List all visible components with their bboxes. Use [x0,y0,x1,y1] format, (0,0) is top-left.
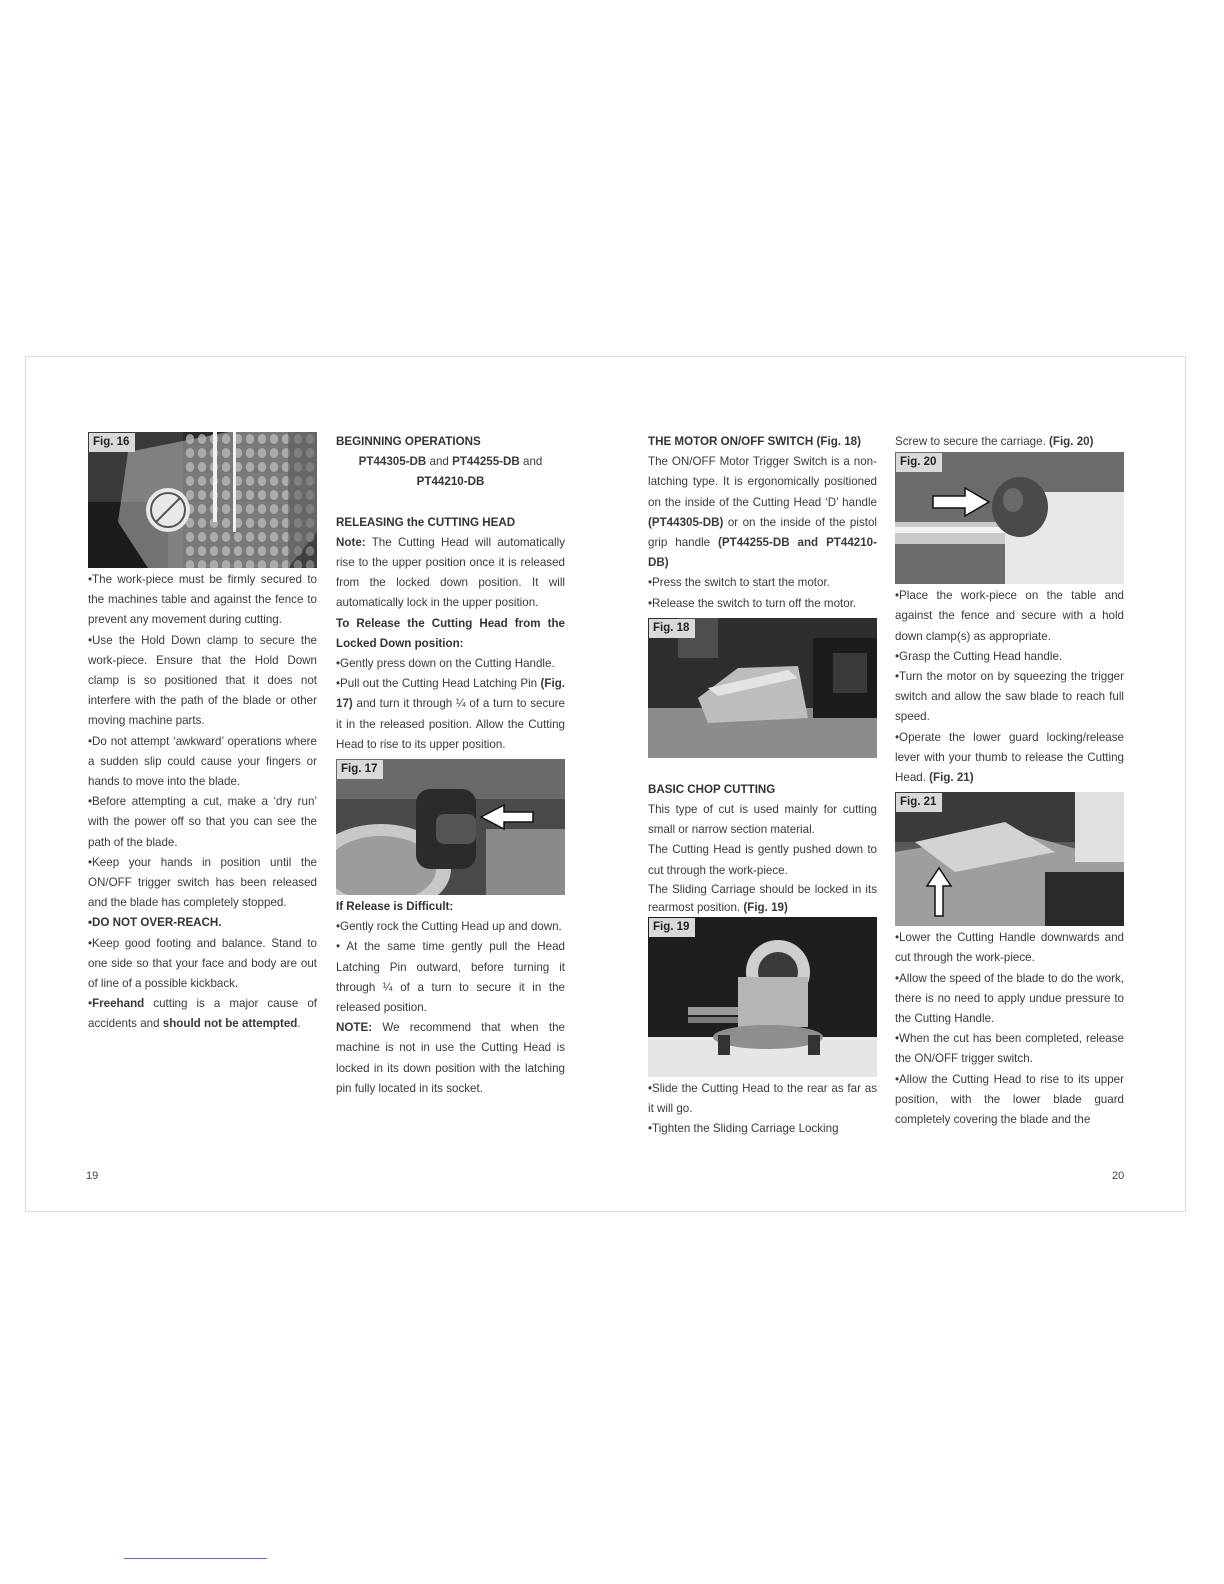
release-heading: To Release the Cutting Head from the Locked Down position: [336,616,565,650]
safety-bullet-4: •Before attempting a cut, make a ‘dry run’ with the power off so that you can see the path of the blade. [88,795,317,849]
motor-switch-paragraph [648,452,877,573]
carriage-step-1: •Slide the Cutting Head to the rear as far as it will go. [648,1081,877,1116]
column-2 [336,432,565,1099]
figure-16 [88,432,317,568]
fig17-ref: (Fig. 17) [336,677,565,711]
safety-bullet-3: •Do not attempt ‘awkward’ operations where a sudden slip could cause your fingers or hands to move into the blade. [88,734,317,789]
fig20-label: Fig. 20 [896,453,942,472]
safety-bullet-5: •Keep your hands in position until the ON/OFF trigger switch has been released and the blade has completely stopped. [88,855,317,910]
safety-bullet-2: •Use the Hold Down clamp to secure the work-piece. Ensure that the Hold Down clamp is so positioned that it does not interfere with the path of the blade or other moving machine parts. [88,633,317,728]
switch-step-2: •Release the switch to turn off the motor. [648,596,857,610]
figure-18 [648,618,877,758]
release-step-2-text: •Pull out the Cutting Head Latching Pin [336,677,541,691]
procedure-step-7: •When the cut has been completed, release the ON/OFF trigger switch. [895,1032,1124,1066]
procedure-step-5: •Lower the Cutting Handle downwards and cut through the work-piece. [895,931,1124,965]
column-4 [895,432,1124,1130]
release-step-2 [336,674,565,755]
difficult-heading: If Release is Difficult: [336,900,454,914]
model-1: PT44305-DB [358,455,427,469]
releasing-heading: RELEASING the CUTTING HEAD [336,515,516,529]
freehand-text: cutting is a major cause of accidents and [88,997,317,1031]
and-2: and [519,455,543,469]
procedure-step-6: •Allow the speed of the blade to do the work, there is no need to apply undue pressure to the Cutting Handle. [895,971,1124,1026]
fig19-label: Fig. 19 [649,918,695,937]
model-ref-2: (PT44255-DB and PT44210-DB) [648,536,877,570]
note2-label: NOTE: [336,1021,373,1035]
beginning-operations-heading: BEGINNING OPERATIONS [336,435,481,448]
procedure-step-3: •Turn the motor on by squeezing the trigger switch and allow the saw blade to reach full speed. [895,670,1124,724]
switch-step-1: •Press the switch to start the motor. [648,576,830,590]
figure-20 [895,452,1124,584]
figure-21 [895,792,1124,926]
chop-paragraph-3-text: The Sliding Carriage should be locked in its rearmost position. [648,882,877,914]
fig21-ref: (Fig. 21) [929,771,974,785]
fig16-photo [88,432,317,568]
safety-bullet-8 [88,994,317,1034]
procedure-step-4 [895,728,1124,789]
safety-bullet-1: •The work-piece must be firmly secured to the machines table and against the fence to prevent any movement during cutting. [88,573,317,627]
chop-cutting-heading: BASIC CHOP CUTTING [648,782,776,796]
models-line [336,452,565,472]
release-step-1: •Gently press down on the Cutting Handle. [336,657,555,671]
model-2: PT44255-DB [452,455,520,469]
fig18-label: Fig. 18 [649,619,695,638]
fig21-label: Fig. 21 [896,793,942,812]
column-1 [88,432,317,1035]
procedure-step-4-text: •Operate the lower guard locking/release lever with your thumb to release the Cutting Head. [895,730,1124,785]
column-3 [648,432,877,1139]
note-paragraph [336,533,565,614]
safety-bullet-7: •Keep good footing and balance. Stand to one side so that your face and body are out of line of a possible kickback. [88,936,317,991]
carriage-screw-text [895,432,1124,452]
note2-text: We recommend that when the machine is not in use the Cutting Head is locked in its down position with the latching pin fully located in its socket. [336,1021,565,1095]
page-number-left: 19 [86,1170,99,1182]
fig20-ref: (Fig. 20) [1049,435,1094,448]
note-label: Note: [336,535,366,549]
note-text: The Cutting Head will automatically rise to the upper position once it is released from the locked down position. It will automatically lock in the upper position. [336,535,565,610]
procedure-step-2: •Grasp the Cutting Head handle. [895,649,1063,663]
page-number-right: 20 [1112,1170,1125,1182]
fig21-photo [895,792,1124,926]
fig19-photo [648,917,877,1077]
carriage-step-2: •Tighten the Sliding Carriage Locking [648,1122,839,1136]
chop-paragraph-1: This type of cut is used mainly for cutting small or narrow section material. [648,803,877,837]
underline-artifact [124,1558,267,1559]
fig19-ref: (Fig. 19) [743,900,788,914]
note2-paragraph [336,1018,565,1099]
not-attempted-bold: should not be attempted [162,1017,298,1031]
fig17-label: Fig. 17 [337,760,383,779]
fig16-label: Fig. 16 [89,433,135,452]
figure-19 [648,917,877,1077]
motor-switch-text: The ON/OFF Motor Trigger Switch is a non-latching type. It is ergonomically positioned on the inside of the Cutting Head ‘D’ handle [648,455,877,509]
bullet-glyph: • [88,997,93,1011]
figure-17 [336,759,565,895]
motor-switch-text-2: or on the inside of the pistol grip handle [648,515,877,550]
fig18-photo [648,618,877,758]
difficult-step-2: • At the same time gently pull the Head Latching Pin outward, before turning it through ¼ of a turn to secure it in the released position. [336,940,565,1015]
chop-paragraph-3 [648,881,877,917]
chop-paragraph-2: The Cutting Head is gently pushed down to cut through the work-piece. [648,843,877,877]
difficult-step-1: •Gently rock the Cutting Head up and down. [336,920,562,934]
model-ref-1: (PT44305-DB) [648,515,724,529]
procedure-step-8: •Allow the Cutting Head to rise to its upper position, with the lower blade guard completely covering the blade and the [895,1072,1124,1127]
procedure-step-1: •Place the work-piece on the table and against the fence and secure with a hold down clamp(s) as appropriate. [895,589,1124,643]
carriage-screw-sentence: Screw to secure the carriage. [895,435,1050,448]
model-3: PT44210-DB [416,475,485,489]
fig17-photo [336,759,565,895]
and-1: and [426,455,453,469]
safety-bullet-6: •DO NOT OVER-REACH. [88,916,222,930]
release-step-2-rest: and turn it through ¼ of a turn to secure it in the released position. Allow the Cutting Head to rise to its upper position. [336,697,565,751]
freehand-bold: Freehand [92,997,145,1011]
motor-switch-heading: THE MOTOR ON/OFF SWITCH (Fig. 18) [648,435,861,448]
period: . [297,1017,301,1031]
